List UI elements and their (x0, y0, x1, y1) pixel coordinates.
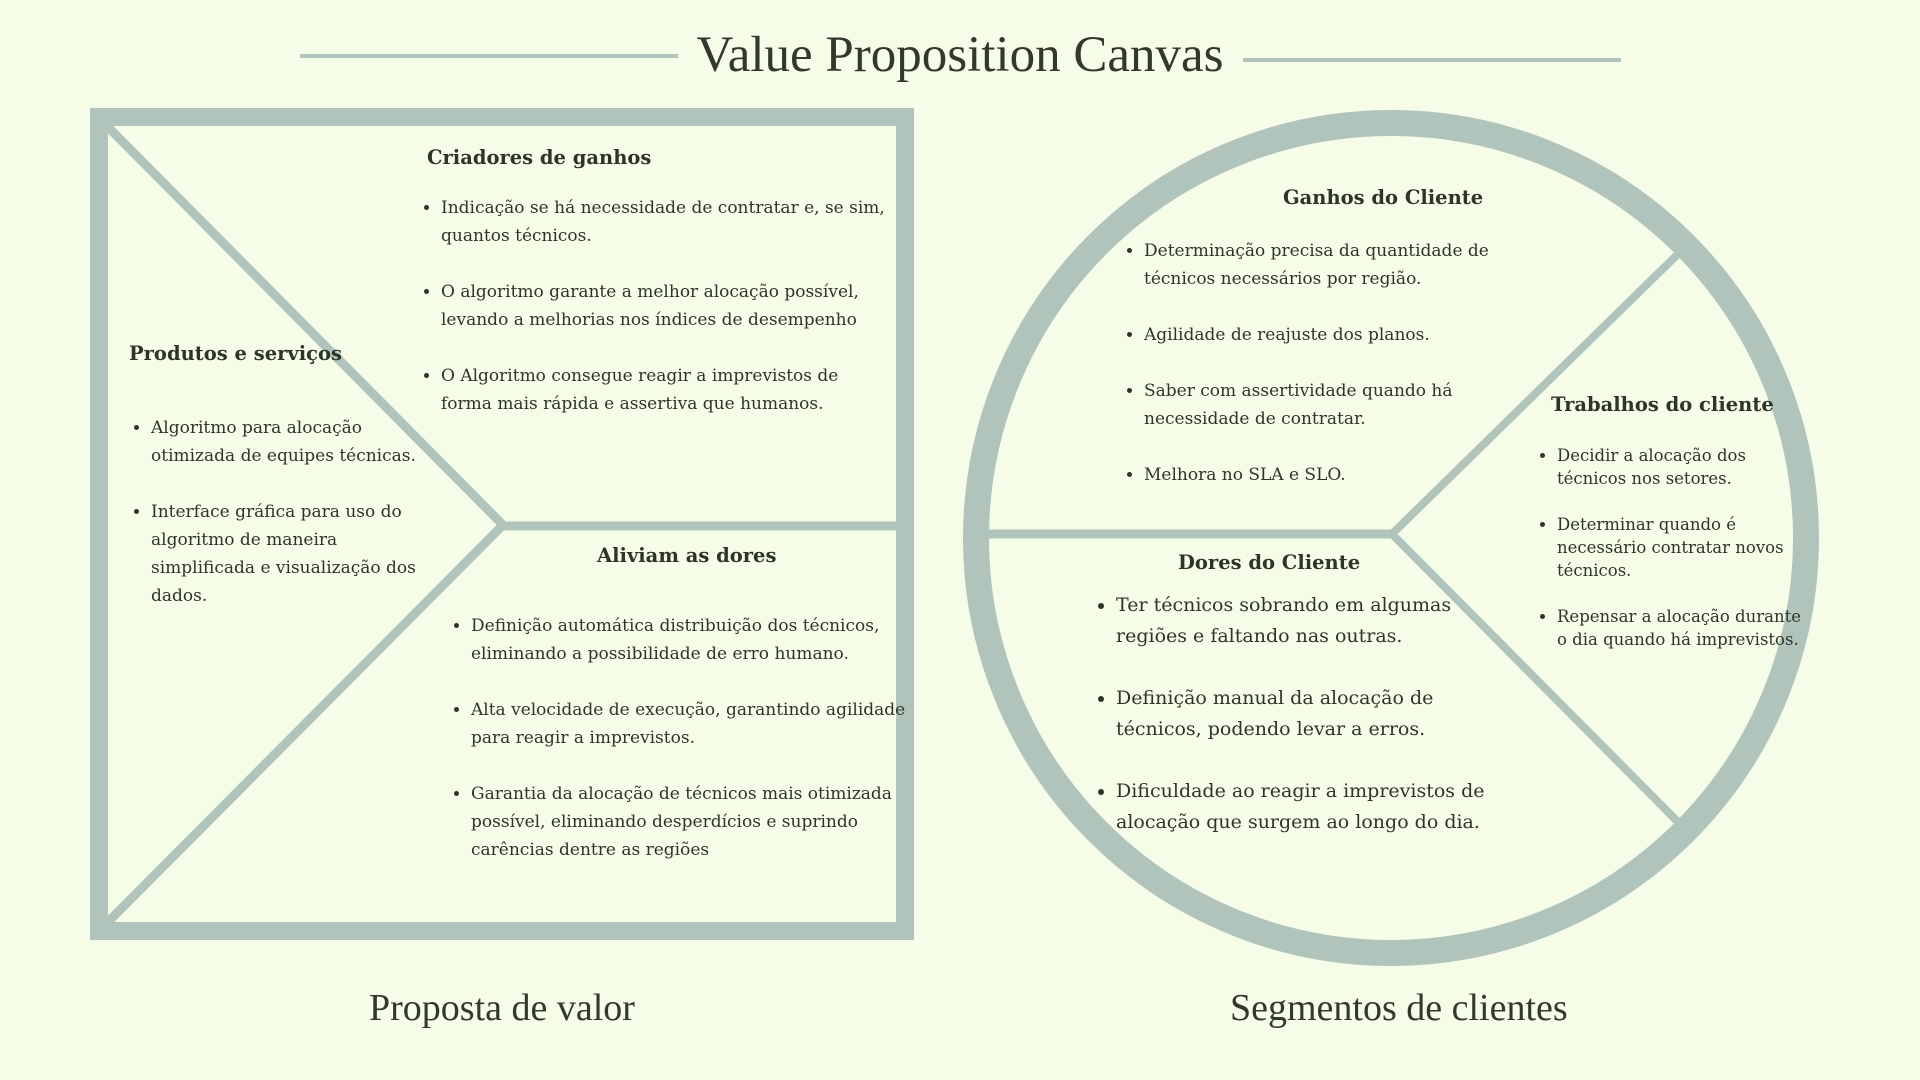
list-item: • Interface gráfica para uso do algoritmo de maneira simplificada e visualização dos dados. (151, 498, 441, 610)
list-item: • Determinação precisa da quantidade de técnicos necessários por região. (1144, 237, 1534, 293)
pain-relievers-list (449, 612, 911, 864)
list-item: • O Algoritmo consegue reagir a imprevistos de forma mais rápida e assertiva que humanos. (441, 362, 887, 418)
customer-pains-list (1094, 590, 1506, 869)
list-item: • Ter técnicos sobrando em algumas regiões e faltando nas outras. (1116, 590, 1506, 652)
customer-gains-title: Ganhos do Cliente (1283, 186, 1484, 209)
products-services-title: Produtos e serviços (129, 342, 342, 365)
list-item: • Indicação se há necessidade de contratar e, se sim, quantos técnicos. (441, 194, 887, 250)
list-item: • Garantia da alocação de técnicos mais otimizada possível, eliminando desperdícios e suprindo carências dentre as regiões (471, 780, 911, 864)
list-item: • Dificuldade ao reagir a imprevistos de alocação que surgem ao longo do dia. (1116, 776, 1506, 838)
list-item: • Determinar quando é necessário contratar novos técnicos. (1557, 513, 1807, 582)
gain-creators-title: Criadores de ganhos (427, 146, 652, 169)
list-item: • Alta velocidade de execução, garantindo agilidade para reagir a imprevistos. (471, 696, 911, 752)
list-item: • Repensar a alocação durante o dia quando há imprevistos. (1557, 605, 1807, 651)
canvas-title: Value Proposition Canvas (696, 27, 1224, 83)
customer-segment-label: Segmentos de clientes (1230, 987, 1568, 1029)
customer-gains-list (1122, 237, 1534, 489)
products-services-list (129, 414, 441, 610)
list-item: • Agilidade de reajuste dos planos. (1144, 321, 1534, 349)
list-item: • Melhora no SLA e SLO. (1144, 461, 1534, 489)
customer-jobs-title: Trabalhos do cliente (1551, 393, 1774, 416)
gain-creators-list (419, 194, 887, 418)
list-item: • Definição automática distribuição dos técnicos, eliminando a possibilidade de erro humano. (471, 612, 911, 668)
list-item: • Definição manual da alocação de técnicos, podendo levar a erros. (1116, 683, 1506, 745)
list-item: • Saber com assertividade quando há necessidade de contratar. (1144, 377, 1534, 433)
value-proposition-label: Proposta de valor (369, 987, 635, 1029)
list-item: • Algoritmo para alocação otimizada de equipes técnicas. (151, 414, 441, 470)
pain-relievers-title: Aliviam as dores (597, 544, 777, 567)
customer-pains-title: Dores do Cliente (1178, 551, 1361, 574)
list-item: • Decidir a alocação dos técnicos nos setores. (1557, 444, 1807, 490)
customer-jobs-list (1535, 444, 1807, 674)
list-item: • O algoritmo garante a melhor alocação possível, levando a melhorias nos índices de desempenho (441, 278, 887, 334)
